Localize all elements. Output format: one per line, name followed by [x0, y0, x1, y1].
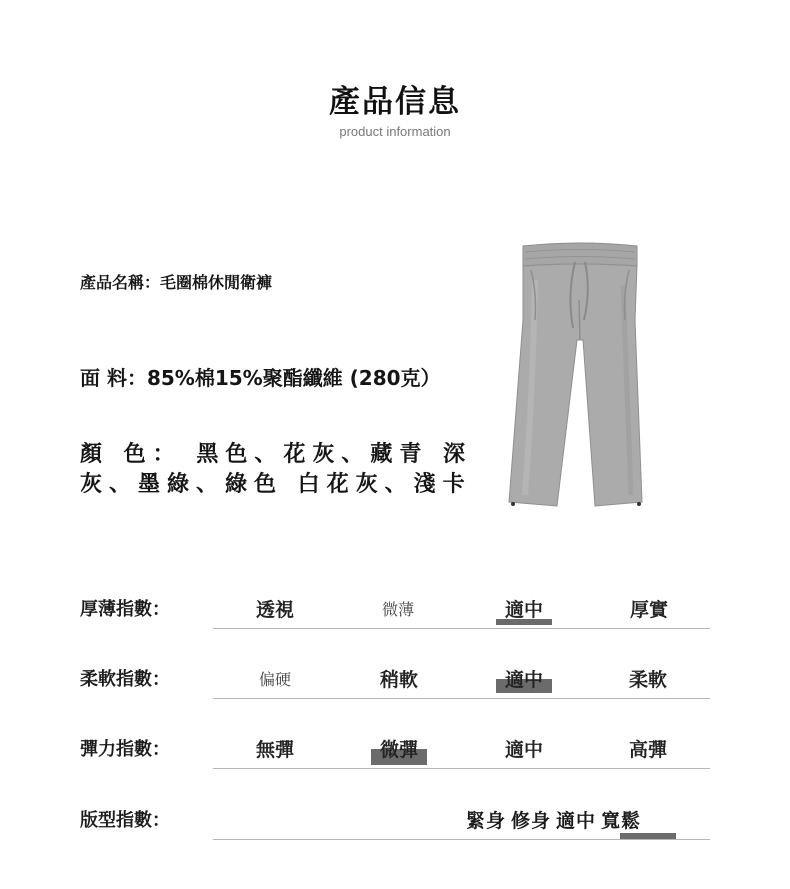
fit-options: [466, 806, 646, 833]
rating-divider: [213, 698, 710, 699]
rating-divider: [213, 768, 710, 769]
page-subtitle: product information: [339, 124, 451, 139]
rating-softness: [0, 665, 790, 725]
rating-option-selected: 適中: [505, 665, 543, 692]
fit-option: 緊身: [466, 810, 507, 832]
rating-option: 高彈: [628, 739, 668, 761]
rating-option: 厚實: [629, 599, 669, 621]
rating-label: 厚薄指數：: [80, 599, 170, 620]
product-colors-line-2: 灰、墨綠、綠色 白花灰、淺卡: [80, 472, 472, 497]
rating-divider: [213, 628, 710, 629]
rating-option: 無彈: [255, 739, 295, 761]
rating-label: 柔軟指數：: [80, 669, 170, 690]
rating-option: 微薄: [381, 600, 415, 619]
fit-option: 修身: [511, 810, 552, 832]
product-colors-line-1: 顏 色： 黑色、花灰、藏青 深: [80, 442, 472, 467]
fit-option: 適中: [556, 810, 597, 832]
rating-label: 版型指數：: [80, 810, 170, 831]
rating-option-selected: 適中: [505, 595, 543, 622]
rating-option-selected: 微彈: [380, 735, 418, 762]
sweatpants-image: [505, 240, 655, 510]
rating-option: 透視: [255, 599, 295, 621]
rating-thickness: [0, 595, 790, 655]
product-colors: [80, 440, 490, 500]
product-name: 產品名稱：毛圈棉休閒衛褲: [80, 273, 273, 292]
rating-option: 柔軟: [628, 669, 668, 691]
product-fabric: 面 料：85%棉15%聚酯纖維 (280克）: [80, 366, 441, 390]
fit-option-selected: 寬鬆: [601, 810, 642, 832]
rating-label: 彈力指數：: [80, 739, 170, 760]
selected-marker: [620, 833, 676, 839]
rating-elasticity: [0, 735, 790, 795]
rating-option: 偏硬: [258, 670, 292, 689]
rating-option: 適中: [504, 739, 544, 761]
rating-divider: [213, 839, 710, 840]
rating-fit: [0, 806, 790, 866]
page-title: 產品信息: [329, 84, 461, 120]
rating-option: 稍軟: [379, 669, 419, 691]
